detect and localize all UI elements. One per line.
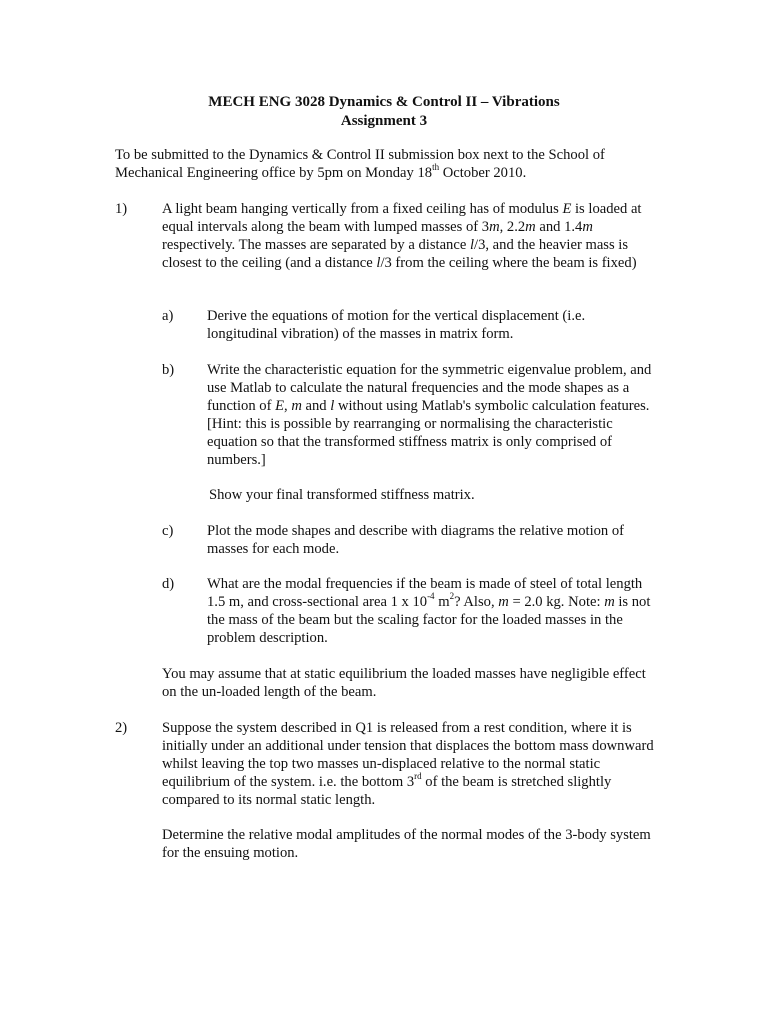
question-2-text: Suppose the system described in Q1 is released from a rest condition, where it is initially under an additional under tension that displaces the bottom mass downward whilst leaving the top two masses un-displaced relative to the normal static equilibrium of the system. i.e. the bottom 3rd of the beam is stretched slightly compared to its normal static length. [162,720,654,808]
part-a-label: a) [162,308,174,324]
intro-text-end: October 2010. [439,165,527,181]
document-title [0,93,768,131]
question-1-number: 1) [115,201,128,217]
submission-instructions [115,146,655,182]
title-line-course: MECH ENG 3028 Dynamics & Control II – Vibrations [208,94,560,110]
intro-text: To be submitted to the Dynamics & Control II submission box next to the School of Mechanical Engineering office by 5pm on Monday 18 [115,147,605,181]
part-c-label: c) [162,523,174,539]
question-1-text: A light beam hanging vertically from a fixed ceiling has of modulus E is loaded at equal intervals along the beam with lumped masses of 3m, 2.2m and 1.4m respectively. The masses are separated by a distance l/3, and the heavier mass is closest to the ceiling (and a distance l/3 from the ceiling where the beam is fixed) [162,201,642,271]
part-b-label: b) [162,362,175,378]
part-c-text: Plot the mode shapes and describe with diagrams the relative motion of masses for each mode. [207,523,625,557]
intro-sup: th [432,162,440,173]
part-d-label: d) [162,576,175,592]
part-b-text: Write the characteristic equation for the symmetric eigenvalue problem, and use Matlab to calculate the natural frequencies and the mode shapes as a function of E, m and l without using Matlab's symbolic calculation features. [Hint: this is possible by rearranging or normalising the characteristic equation so that the transformed stiffness matrix is only comprised of numbers.] [207,362,652,468]
question-2-number: 2) [115,720,128,736]
question-2-task: Determine the relative modal amplitudes of the normal modes of the 3-body system for the ensuing motion. [162,827,651,861]
part-d-text: What are the modal frequencies if the beam is made of steel of total length 1.5 m, and cross-sectional area 1 x $10^{-4}$ $m^2$? Also, m = 2.0 kg. Note: m is not the mass of the beam but the scaling factor for the loaded masses in the problem description. [207,576,651,646]
part-b-extra: Show your final transformed stiffness matrix. [209,487,475,503]
part-a-text: Derive the equations of motion for the vertical displacement (i.e. longitudinal vibration) of the masses in matrix form. [207,308,586,342]
question-1-note: You may assume that at static equilibrium the loaded masses have negligible effect on the un-loaded length of the beam. [162,666,646,700]
title-line-assignment: Assignment 3 [340,113,428,129]
